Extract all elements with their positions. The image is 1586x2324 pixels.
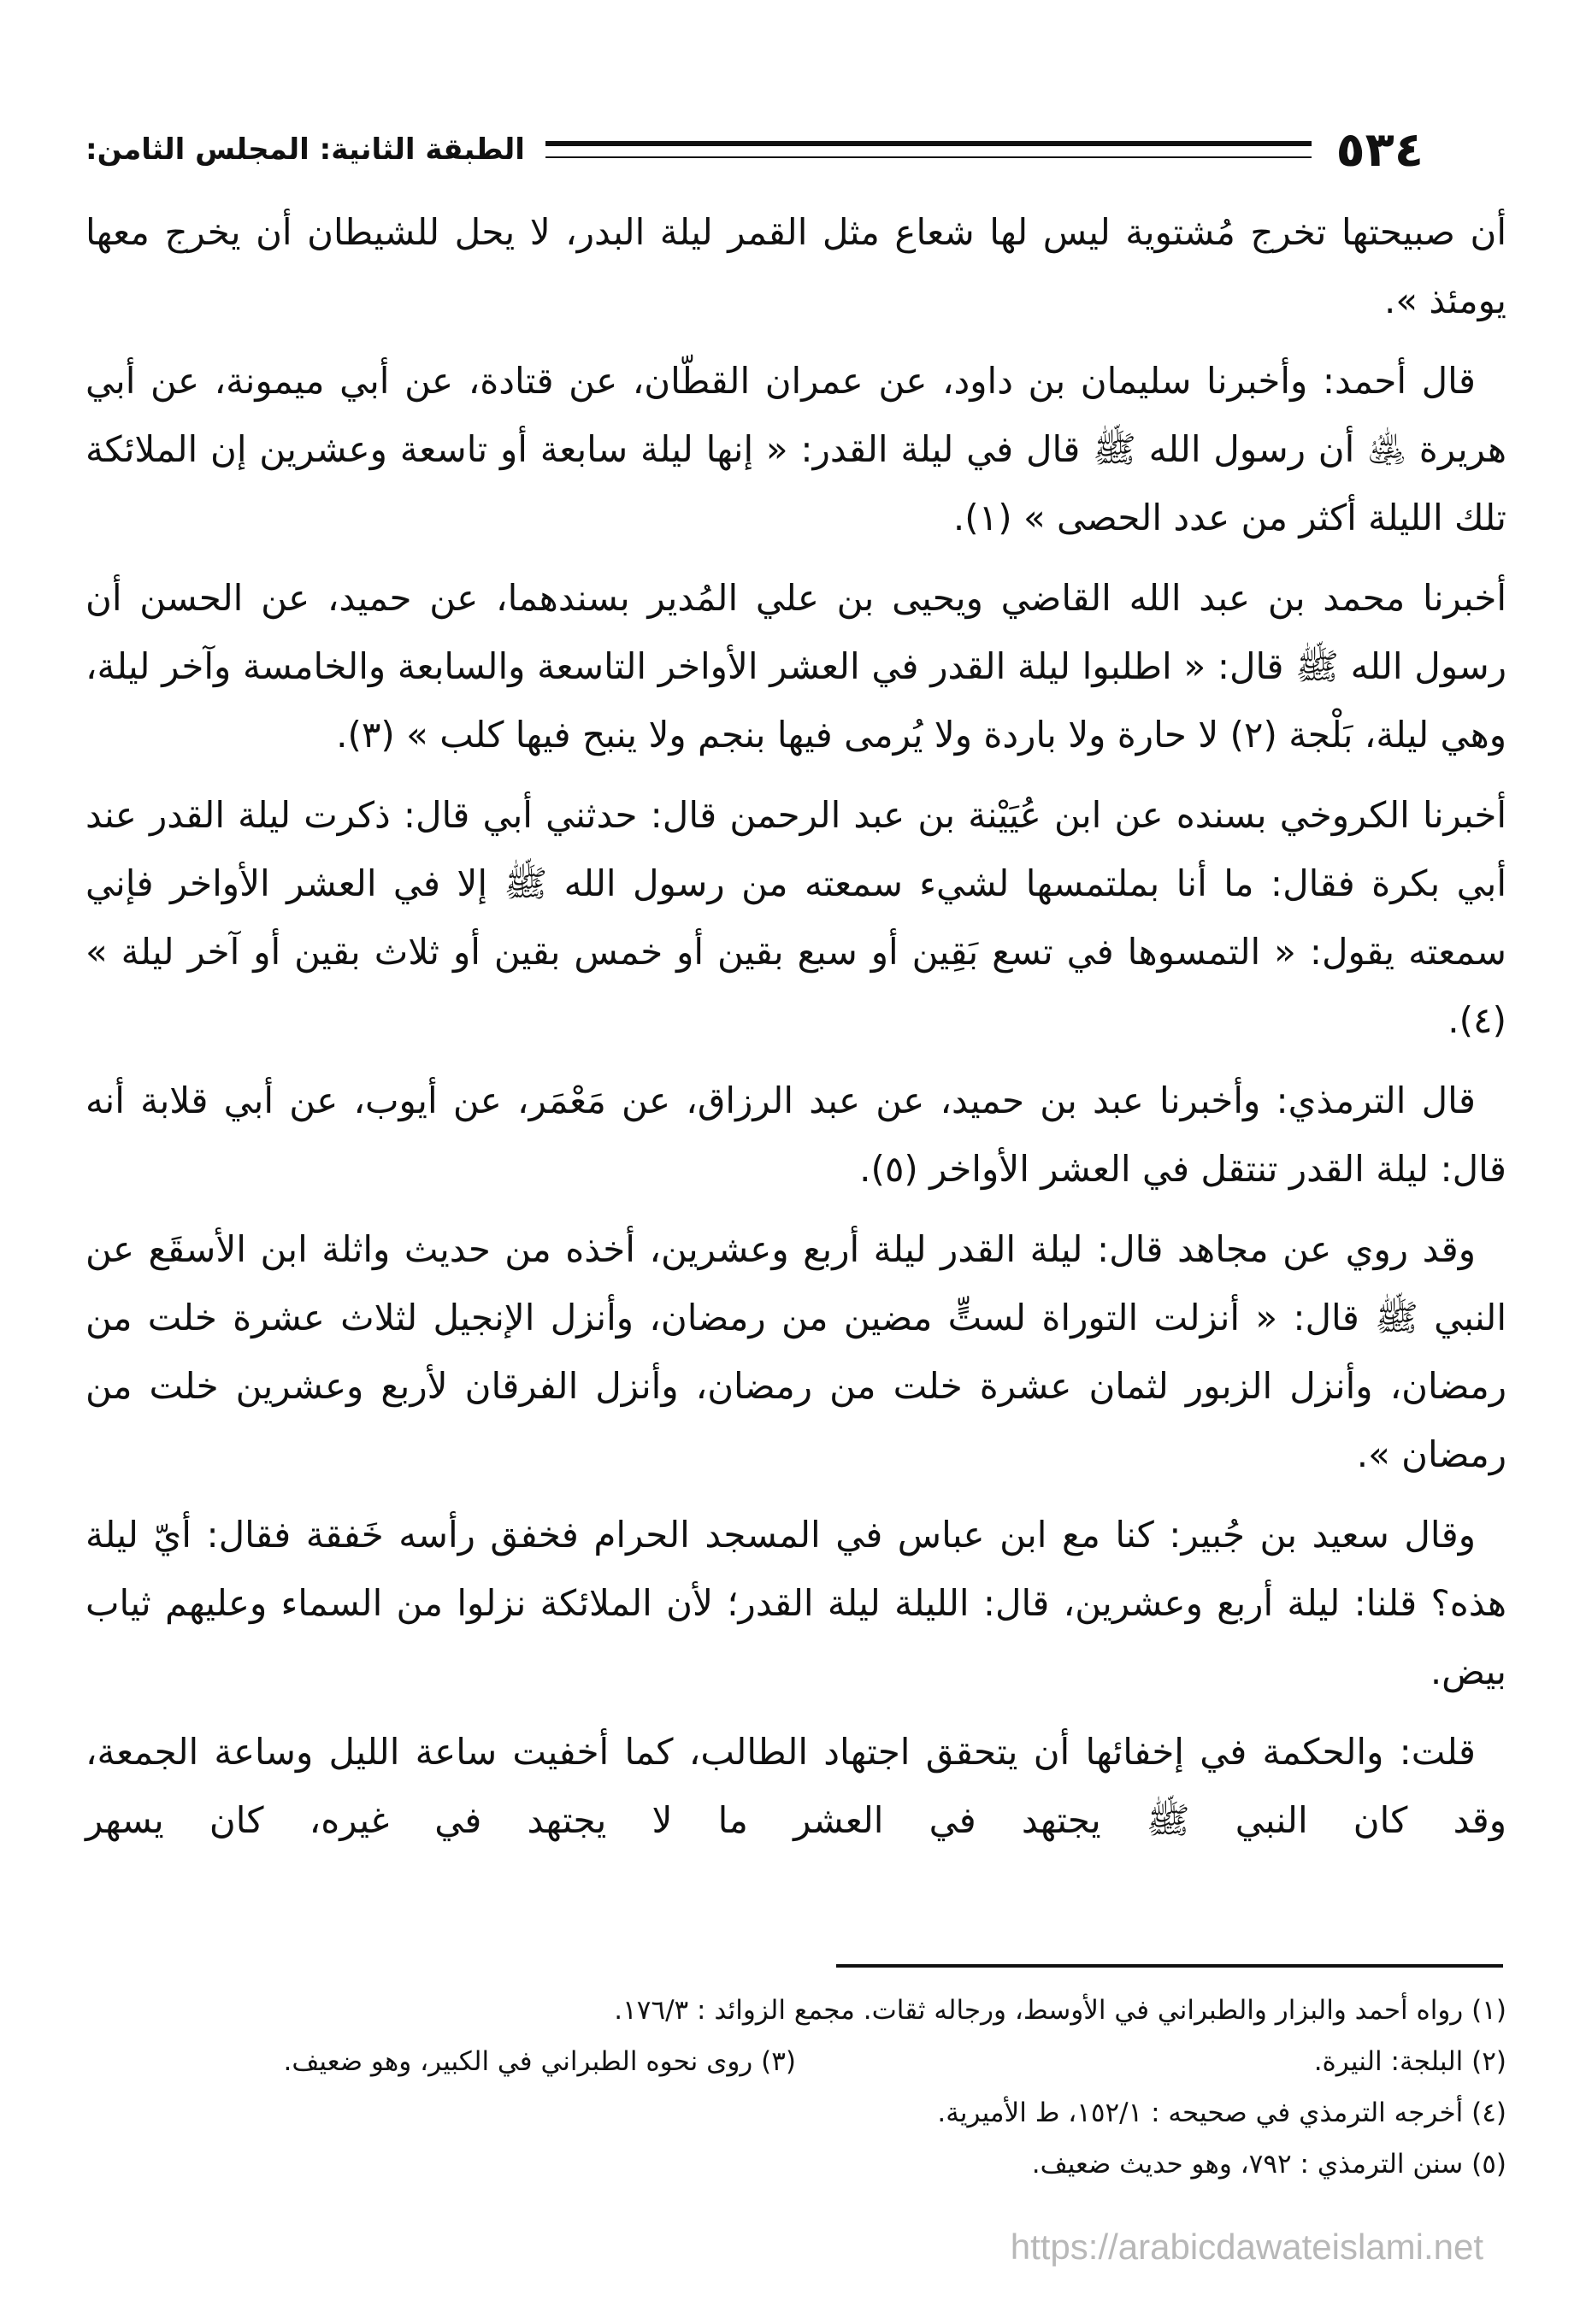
footnote: (٤) أخرجه الترمذي في صحيحه : ١٥٢/١، ط الأميرية. — [937, 2097, 1506, 2128]
page-header — [85, 120, 1424, 179]
paragraph: أن صبيحتها تخرج مُشتوية ليس لها شعاع مثل القمر ليلة البدر، لا يحل للشيطان أن يخرج معها يومئذ ». — [85, 211, 1506, 321]
footnote: (٣) روى نحوه الطبراني في الكبير، وهو ضعيف. — [283, 2046, 796, 2077]
paragraph: وقد روي عن مجاهد قال: ليلة القدر ليلة أربع وعشرين، أخذه من حديث واثلة ابن الأسقَع عن النبي ﷺ قال: « أنزلت التوراة لستٍّ مضين من رمضان، وأنزل الإنجيل لثلاث عشرة خلت من رمضان، وأنزل الزبور لثمان عشرة خلت من رمضان، وأنزل الفرقان لأربع وعشرين خلت من رمضان ». — [85, 1228, 1506, 1475]
paragraph: وقال سعيد بن جُبير: كنا مع ابن عباس في المسجد الحرام فخفق رأسه خَفقة فقال: أيّ ليلة هذه؟ قلنا: ليلة أربع وعشرين، قال: الليلة ليلة القدر؛ لأن الملائكة نزلوا من السماء وعليهم ثياب بيض. — [85, 1514, 1506, 1692]
footnote-row — [85, 2036, 1506, 2087]
header-double-rule — [545, 141, 1312, 158]
paragraph: أخبرنا محمد بن عبد الله القاضي ويحيى بن علي المُدير بسندهما، عن حميد، عن الحسن أن رسول الله ﷺ قال: « اطلبوا ليلة القدر في العشر الأواخر التاسعة والسابعة والخامسة وآخر ليلة، وهي ليلة، بَلْجة (٢) لا حارة ولا باردة ولا يُرمى فيها بنجم ولا ينبح فيها كلب » (٣). — [85, 577, 1506, 756]
page-number: ٥٣٤ — [1335, 121, 1424, 178]
footnotes — [85, 1985, 1506, 2190]
footnote: (٢) البلجة: النيرة. — [1313, 2046, 1506, 2077]
running-title: الطبقة الثانية: المجلس الثامن: — [85, 132, 525, 167]
footnote: (٥) سنن الترمذي : ٧٩٢، وهو حديث ضعيف. — [1031, 2149, 1506, 2180]
watermark-url: https://arabicdawateislami.net — [1010, 2227, 1483, 2267]
footnote-separator — [836, 1964, 1503, 1968]
main-text — [85, 198, 1506, 1867]
paragraph: قال أحمد: وأخبرنا سليمان بن داود، عن عمران القطّان، عن قتادة، عن أبي ميمونة، عن أبي هريرة ﵁ أن رسول الله ﷺ قال في ليلة القدر: « إنها ليلة سابعة أو تاسعة وعشرين إن الملائكة تلك الليلة أكثر من عدد الحصى » (١). — [85, 360, 1506, 538]
paragraph: أخبرنا الكروخي بسنده عن ابن عُيَيْنة بن عبد الرحمن قال: حدثني أبي قال: ذكرت ليلة القدر عند أبي بكرة فقال: ما أنا بملتمسها لشيء سمعته من رسول الله ﷺ إلا في العشر الأواخر فإني سمعته يقول: « التمسوها في تسع بَقِين أو سبع بقين أو خمس بقين أو ثلاث بقين أو آخر ليلة » (٤). — [85, 794, 1506, 1041]
paragraph: قال الترمذي: وأخبرنا عبد بن حميد، عن عبد الرزاق، عن مَعْمَر، عن أيوب، عن أبي قلابة أنه قال: ليلة القدر تنتقل في العشر الأواخر (٥). — [85, 1080, 1506, 1190]
footnote: (١) رواه أحمد والبزار والطبراني في الأوسط، ورجاله ثقات. مجمع الزوائد : ١٧٦/٣. — [614, 1995, 1506, 2026]
paragraph: قلت: والحكمة في إخفائها أن يتحقق اجتهاد الطالب، كما أخفيت ساعة الليل وساعة الجمعة، وقد كان النبي ﷺ يجتهد في العشر ما لا يجتهد في غيره، كان يسهر — [85, 1731, 1506, 1841]
